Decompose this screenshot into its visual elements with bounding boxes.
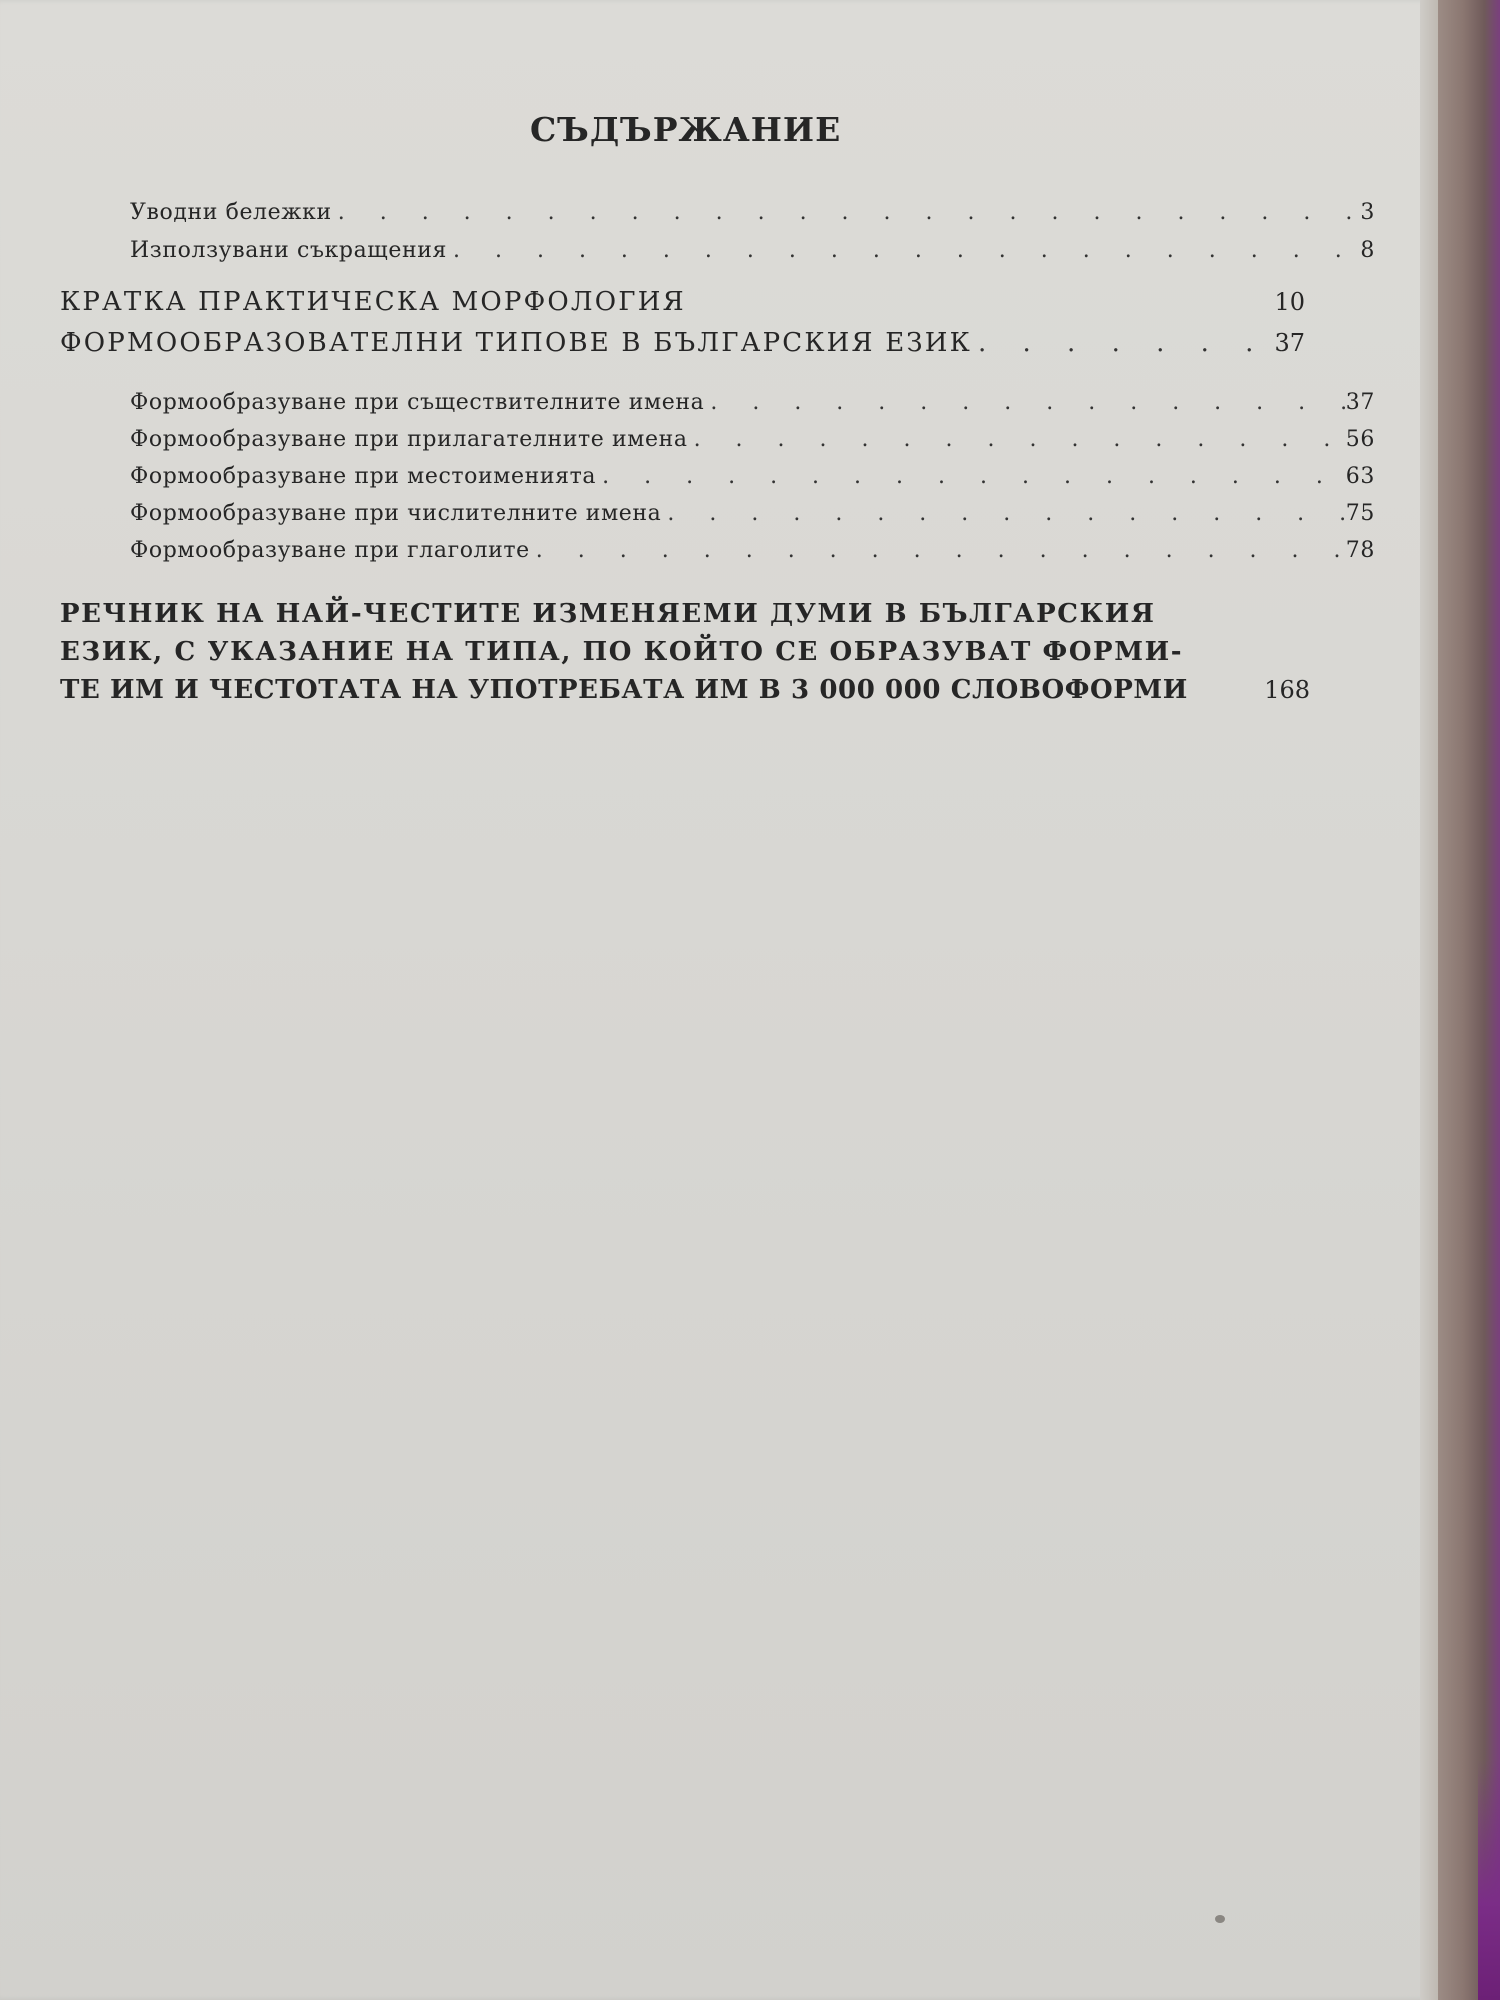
toc-entry-line	[60, 595, 1310, 633]
toc-entry-label: Използувани съкращения	[130, 238, 447, 263]
toc-entry-form-types	[60, 328, 1305, 358]
dot-leader	[972, 328, 1274, 358]
toc-entry-label: Формообразуване при прилагателните имена	[130, 427, 688, 452]
dot-leader	[704, 390, 1345, 415]
dot-leader	[447, 238, 1360, 263]
toc-entry-abbreviations	[130, 238, 1375, 263]
toc-entry-page: 10	[1274, 288, 1305, 316]
toc-entry-page: 75	[1345, 501, 1375, 526]
dot-leader	[688, 427, 1346, 452]
toc-entry-page: 8	[1360, 238, 1375, 263]
toc-entry-morphology	[60, 287, 1305, 317]
toc-entry-label: Формообразуване при съществителните имена	[130, 390, 705, 415]
toc-entry-page: 56	[1345, 427, 1375, 452]
toc-entry-label: ТЕ ИМ И ЧЕСТОТАТА НА УПОТРЕБАТА ИМ В 3 000 000 СЛОВОФОРМИ	[60, 675, 1188, 705]
toc-entry-page: 37	[1274, 329, 1305, 357]
toc-entry-label: Формообразуване при глаголите	[130, 538, 530, 563]
toc-entry-numerals	[130, 501, 1375, 526]
toc-entry-page: 78	[1345, 538, 1375, 563]
toc-entry-label: ФОРМООБРАЗОВАТЕЛНИ ТИПОВЕ В БЪЛГАРСКИЯ ЕЗИК	[60, 328, 972, 358]
cover-edge	[1478, 1760, 1500, 2000]
toc-entry-line	[60, 633, 1310, 671]
toc-entry-adjectives	[130, 427, 1375, 452]
toc-entry-line	[60, 671, 1310, 709]
toc-entry-dictionary	[60, 595, 1310, 709]
toc-entry-label: ЕЗИК, С УКАЗАНИЕ НА ТИПА, ПО КОЙТО СЕ ОБРАЗУВАТ ФОРМИ-	[60, 637, 1184, 667]
page-title: СЪДЪРЖАНИЕ	[530, 110, 842, 149]
toc-entry-label: РЕЧНИК НА НАЙ-ЧЕСТИТЕ ИЗМЕНЯЕМИ ДУМИ В БЪЛГАРСКИЯ	[60, 599, 1156, 629]
toc-entry-label: Формообразуване при местоименията	[130, 464, 597, 489]
dot-leader	[661, 501, 1345, 526]
dot-leader	[530, 538, 1346, 563]
toc-entry-label: Уводни бележки	[130, 200, 332, 225]
toc-entry-label: Формообразуване при числителните имена	[130, 501, 662, 526]
page-edge	[1420, 0, 1438, 2000]
book-spine	[1438, 0, 1500, 2000]
toc-entry-verbs	[130, 538, 1375, 563]
toc-entry-page: 63	[1345, 464, 1375, 489]
toc-entry-intro	[130, 200, 1375, 225]
dot-leader	[596, 464, 1346, 489]
toc-entry-pronouns	[130, 464, 1375, 489]
toc-entry-label: КРАТКА ПРАКТИЧЕСКА МОРФОЛОГИЯ	[60, 287, 686, 317]
toc-entry-page: 3	[1360, 200, 1375, 225]
toc-entry-page: 37	[1345, 390, 1375, 415]
paper-spot	[1215, 1915, 1225, 1923]
dot-leader	[332, 200, 1361, 225]
toc-entry-nouns	[130, 390, 1375, 415]
toc-entry-page: 168	[1264, 676, 1310, 704]
